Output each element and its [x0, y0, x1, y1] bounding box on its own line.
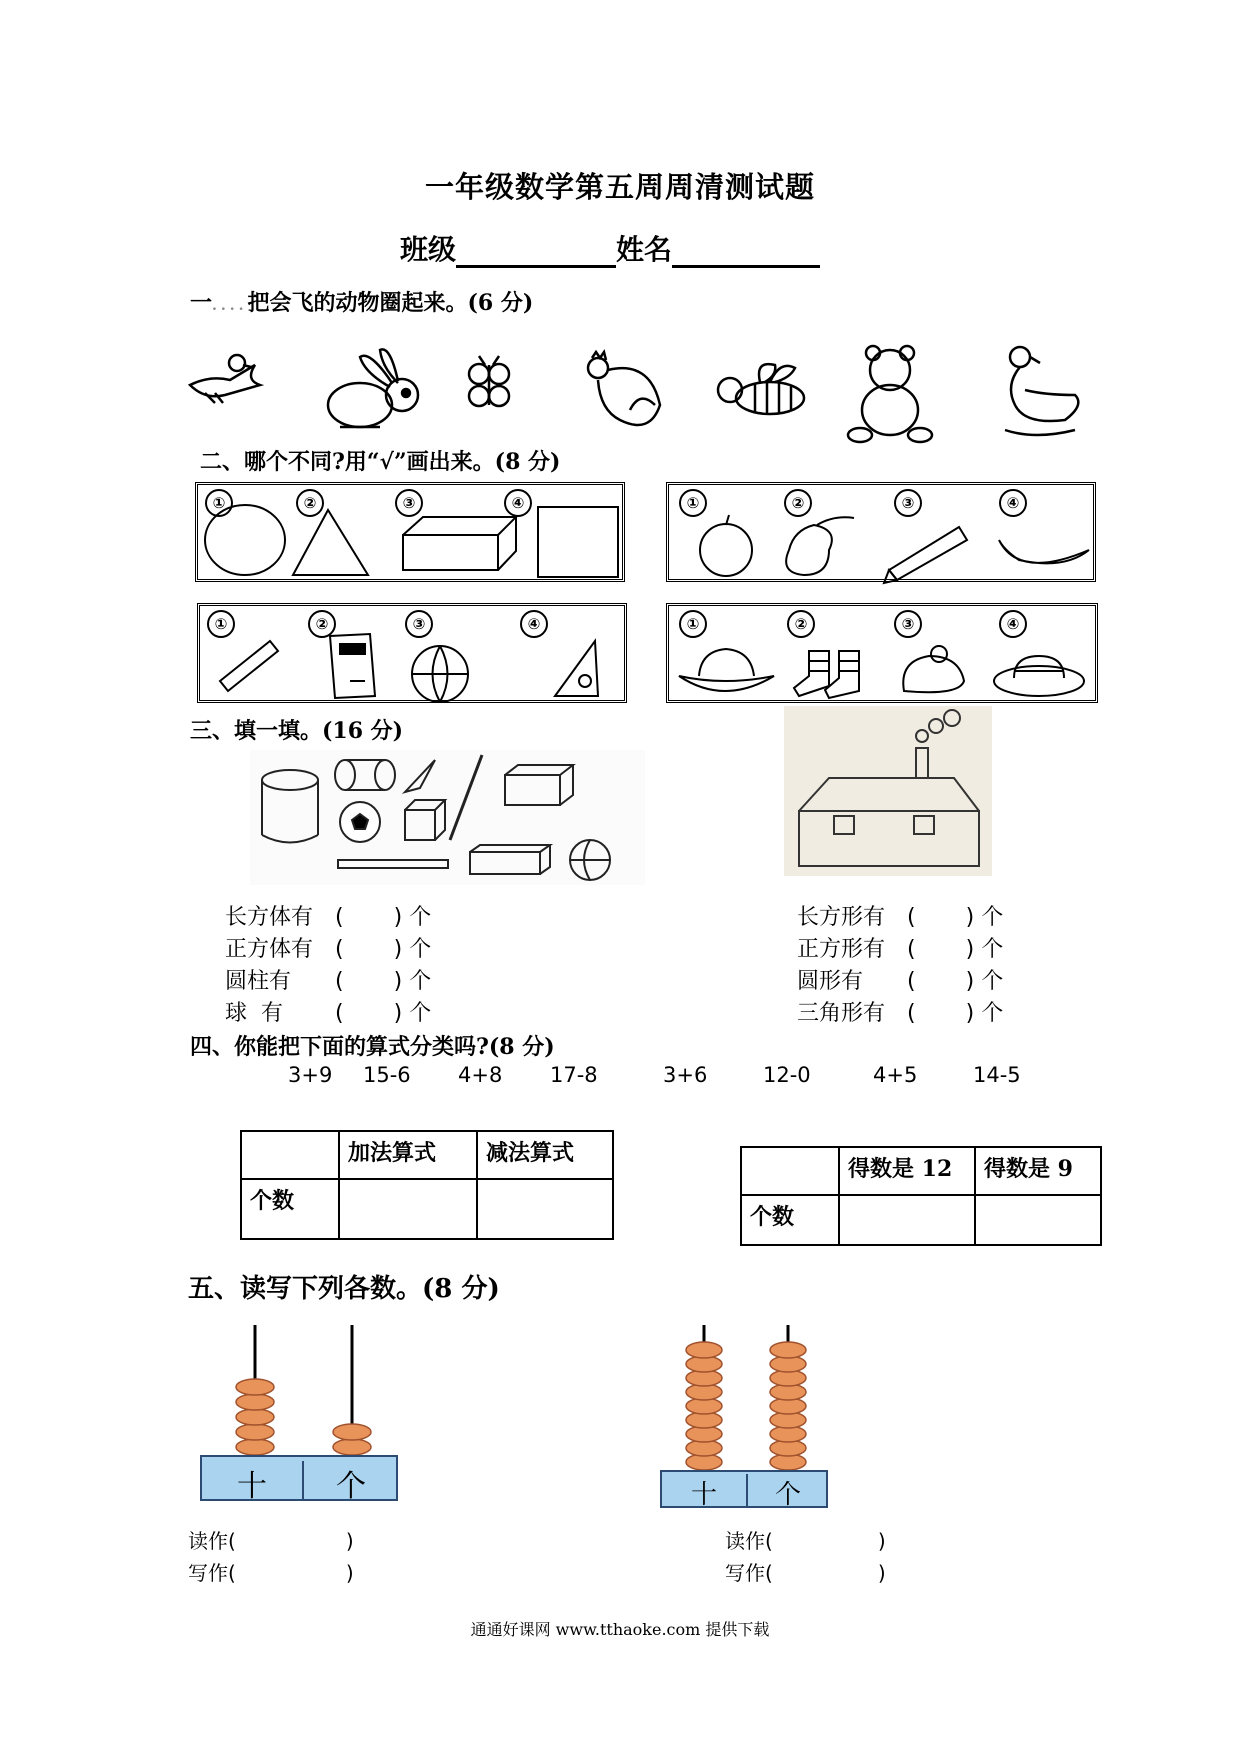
- unit: 个: [409, 1001, 432, 1026]
- section1-text: 把会飞的动物圈起来。(6 分): [247, 290, 534, 316]
- marker-3: ③: [894, 610, 922, 638]
- expression: 3+6: [663, 1063, 708, 1087]
- fill-row: [797, 996, 1003, 1028]
- marker-2: ②: [784, 489, 812, 517]
- circle-shape: [205, 505, 285, 575]
- section1-heading: 一....把会飞的动物圈起来。(6 分): [190, 290, 534, 316]
- animals-row: [185, 345, 1105, 445]
- paren-open: (: [907, 905, 916, 930]
- paren-open: (: [907, 969, 916, 994]
- page-title: 一年级数学第五周周清测试题: [424, 170, 815, 204]
- tens-label: 十: [202, 1461, 304, 1499]
- paren-open: (: [228, 1529, 236, 1553]
- apple-icon: [700, 515, 752, 576]
- shapes-box: [195, 482, 625, 582]
- unit: 个: [981, 937, 1004, 962]
- school-items-box: [197, 603, 627, 703]
- fill-row: [225, 900, 431, 932]
- unit: 个: [409, 905, 432, 930]
- abacus-2-place-box: [660, 1470, 828, 1508]
- butterfly-icon: [469, 356, 509, 406]
- expression: 17-8: [550, 1063, 598, 1087]
- footer-text: 通通好课网 www.tthaoke.com 提供下载: [470, 1620, 770, 1639]
- marker-4: ④: [520, 610, 548, 638]
- unit: 个: [981, 969, 1004, 994]
- pencil-icon: [884, 527, 967, 583]
- marker-3: ③: [395, 489, 423, 517]
- marker-3: ③: [894, 489, 922, 517]
- tens-bead: [236, 1424, 274, 1440]
- knit-cap-icon: [903, 646, 964, 692]
- shapes-drawing: [198, 485, 628, 585]
- table-header-addition: 加法算式: [339, 1131, 477, 1179]
- expression: 4+5: [873, 1063, 918, 1087]
- sun-hat-icon: [679, 649, 774, 691]
- fruits-drawing: [669, 485, 1099, 585]
- marker-1: ①: [205, 489, 233, 517]
- table-header-subtraction: 减法算式: [477, 1131, 613, 1179]
- result-9-count-cell[interactable]: [975, 1195, 1101, 1245]
- section5-heading: 五、读写下列各数。(8 分): [188, 1274, 500, 1304]
- paren-open: (: [907, 1001, 916, 1026]
- triangle-shape: [293, 510, 368, 575]
- name-label: 姓名: [616, 233, 673, 266]
- read-label: 读作: [725, 1529, 765, 1553]
- bird-icon: [190, 355, 260, 403]
- fill-label: 圆形有: [797, 969, 864, 994]
- paren-close: ): [393, 905, 403, 930]
- fill-row: [797, 932, 1003, 964]
- table-header-result-9: 得数是 9: [975, 1147, 1101, 1195]
- row-label-count: 个数: [241, 1179, 339, 1239]
- paren-close: ): [965, 969, 975, 994]
- pear-icon: [786, 517, 854, 575]
- paren-close: ): [345, 1529, 354, 1553]
- marker-4: ④: [504, 489, 532, 517]
- write-label: 写作: [188, 1561, 228, 1585]
- subtraction-count-cell[interactable]: [477, 1179, 613, 1239]
- paren-open: (: [765, 1529, 773, 1553]
- school-items-drawing: [200, 606, 630, 706]
- paren-open: (: [228, 1561, 236, 1585]
- fill-label: 长方形有: [797, 905, 886, 930]
- paren-close: ): [877, 1561, 886, 1585]
- paren-close: ): [965, 905, 975, 930]
- solids-picture: [250, 750, 645, 885]
- rabbit-icon: [328, 349, 418, 427]
- fill-row: [797, 964, 1003, 996]
- marker-1: ①: [679, 610, 707, 638]
- marker-4: ④: [999, 610, 1027, 638]
- section2-heading: 二、哪个不同?用“√”画出来。(8 分): [200, 449, 561, 475]
- tens-bead: [236, 1439, 274, 1455]
- ones-label: 个: [774, 1480, 801, 1510]
- ones-bead: [770, 1342, 806, 1358]
- table-header-result-12: 得数是 12: [839, 1147, 975, 1195]
- expression: 4+8: [458, 1063, 503, 1087]
- cuboid-shape: [403, 517, 516, 570]
- addition-subtraction-table: [240, 1130, 614, 1240]
- section4-heading: 四、你能把下面的算式分类吗?(8 分): [190, 1034, 555, 1060]
- paren-close: ): [393, 1001, 403, 1026]
- bee-icon: [718, 364, 804, 414]
- ones-bead: [333, 1439, 371, 1455]
- ball-icon: [412, 646, 468, 702]
- clothes-drawing: [669, 606, 1101, 706]
- bear-icon: [848, 346, 932, 442]
- paren-close: ): [393, 937, 403, 962]
- abacus-1-answers: [188, 1525, 354, 1589]
- socks-icon: [794, 651, 859, 698]
- tens-bead: [236, 1394, 274, 1410]
- unit: 个: [981, 1001, 1004, 1026]
- read-label: 读作: [188, 1529, 228, 1553]
- fill-label: 正方体有: [225, 937, 314, 962]
- square-shape: [538, 507, 618, 577]
- soccer-ball-icon: [340, 802, 380, 842]
- set-square-icon: [555, 641, 598, 696]
- hats-box: [666, 603, 1098, 703]
- table-header-empty: [741, 1147, 839, 1195]
- class-name-line: [400, 228, 820, 268]
- paren-open: (: [335, 969, 344, 994]
- fill-label: 三角形有: [797, 1001, 886, 1026]
- table-header-empty: [241, 1131, 339, 1179]
- marker-2: ②: [308, 610, 336, 638]
- fill-label: 圆柱有: [225, 969, 292, 994]
- marker-2: ②: [296, 489, 324, 517]
- paren-open: (: [335, 937, 344, 962]
- unit: 个: [409, 937, 432, 962]
- paren-close: ): [345, 1561, 354, 1585]
- write-label: 写作: [725, 1561, 765, 1585]
- ruler-icon: [220, 641, 278, 691]
- abacus-1-place-box: [200, 1455, 398, 1504]
- expression: 12-0: [763, 1063, 811, 1087]
- goose-icon: [1005, 347, 1078, 435]
- straw-hat-icon: [994, 656, 1084, 696]
- fill-label: 正方形有: [797, 937, 886, 962]
- fill-label: 长方体有: [225, 905, 314, 930]
- notebook-icon: [330, 634, 375, 698]
- paren-open: (: [335, 905, 344, 930]
- paren-open: (: [907, 937, 916, 962]
- fill-row: [797, 900, 1003, 932]
- section1-number: 一: [190, 290, 213, 316]
- paren-close: ): [877, 1529, 886, 1553]
- unit: 个: [409, 969, 432, 994]
- ones-label: 个: [336, 1469, 366, 1504]
- expression: 15-6: [363, 1063, 411, 1087]
- paren-close: ): [393, 969, 403, 994]
- house-picture: [784, 706, 992, 876]
- paren-close: ): [965, 1001, 975, 1026]
- paren-open: (: [765, 1561, 773, 1585]
- result-table: [740, 1146, 1102, 1246]
- fill-right-list: [797, 900, 1003, 1028]
- fill-left-list: [225, 900, 431, 1028]
- tens-bead: [236, 1379, 274, 1395]
- ones-bead: [333, 1424, 371, 1440]
- expression: 3+9: [288, 1063, 333, 1087]
- section3-heading: 三、填一填。(16 分): [190, 718, 404, 744]
- expression: 14-5: [973, 1063, 1021, 1087]
- fill-row: [225, 964, 431, 996]
- addition-count-cell[interactable]: [339, 1179, 477, 1239]
- rooster-icon: [588, 352, 660, 425]
- marker-1: ①: [207, 610, 235, 638]
- class-blank[interactable]: [456, 235, 616, 268]
- fill-label: 球 有: [225, 1001, 283, 1026]
- name-blank[interactable]: [672, 235, 820, 268]
- paren-open: (: [335, 1001, 344, 1026]
- unit: 个: [981, 905, 1004, 930]
- marker-3: ③: [405, 610, 433, 638]
- marker-2: ②: [787, 610, 815, 638]
- result-12-count-cell[interactable]: [839, 1195, 975, 1245]
- row-label-count: 个数: [741, 1195, 839, 1245]
- fill-row: [225, 996, 431, 1028]
- tens-label: 十: [662, 1474, 748, 1506]
- abacus-2-answers: [725, 1525, 886, 1589]
- fruits-box: [666, 482, 1096, 582]
- marker-1: ①: [679, 489, 707, 517]
- fill-row: [225, 932, 431, 964]
- tens-bead: [686, 1342, 722, 1358]
- banana-icon: [999, 540, 1089, 563]
- paren-close: ): [965, 937, 975, 962]
- class-label: 班级: [400, 233, 457, 266]
- marker-4: ④: [999, 489, 1027, 517]
- tens-bead: [236, 1409, 274, 1425]
